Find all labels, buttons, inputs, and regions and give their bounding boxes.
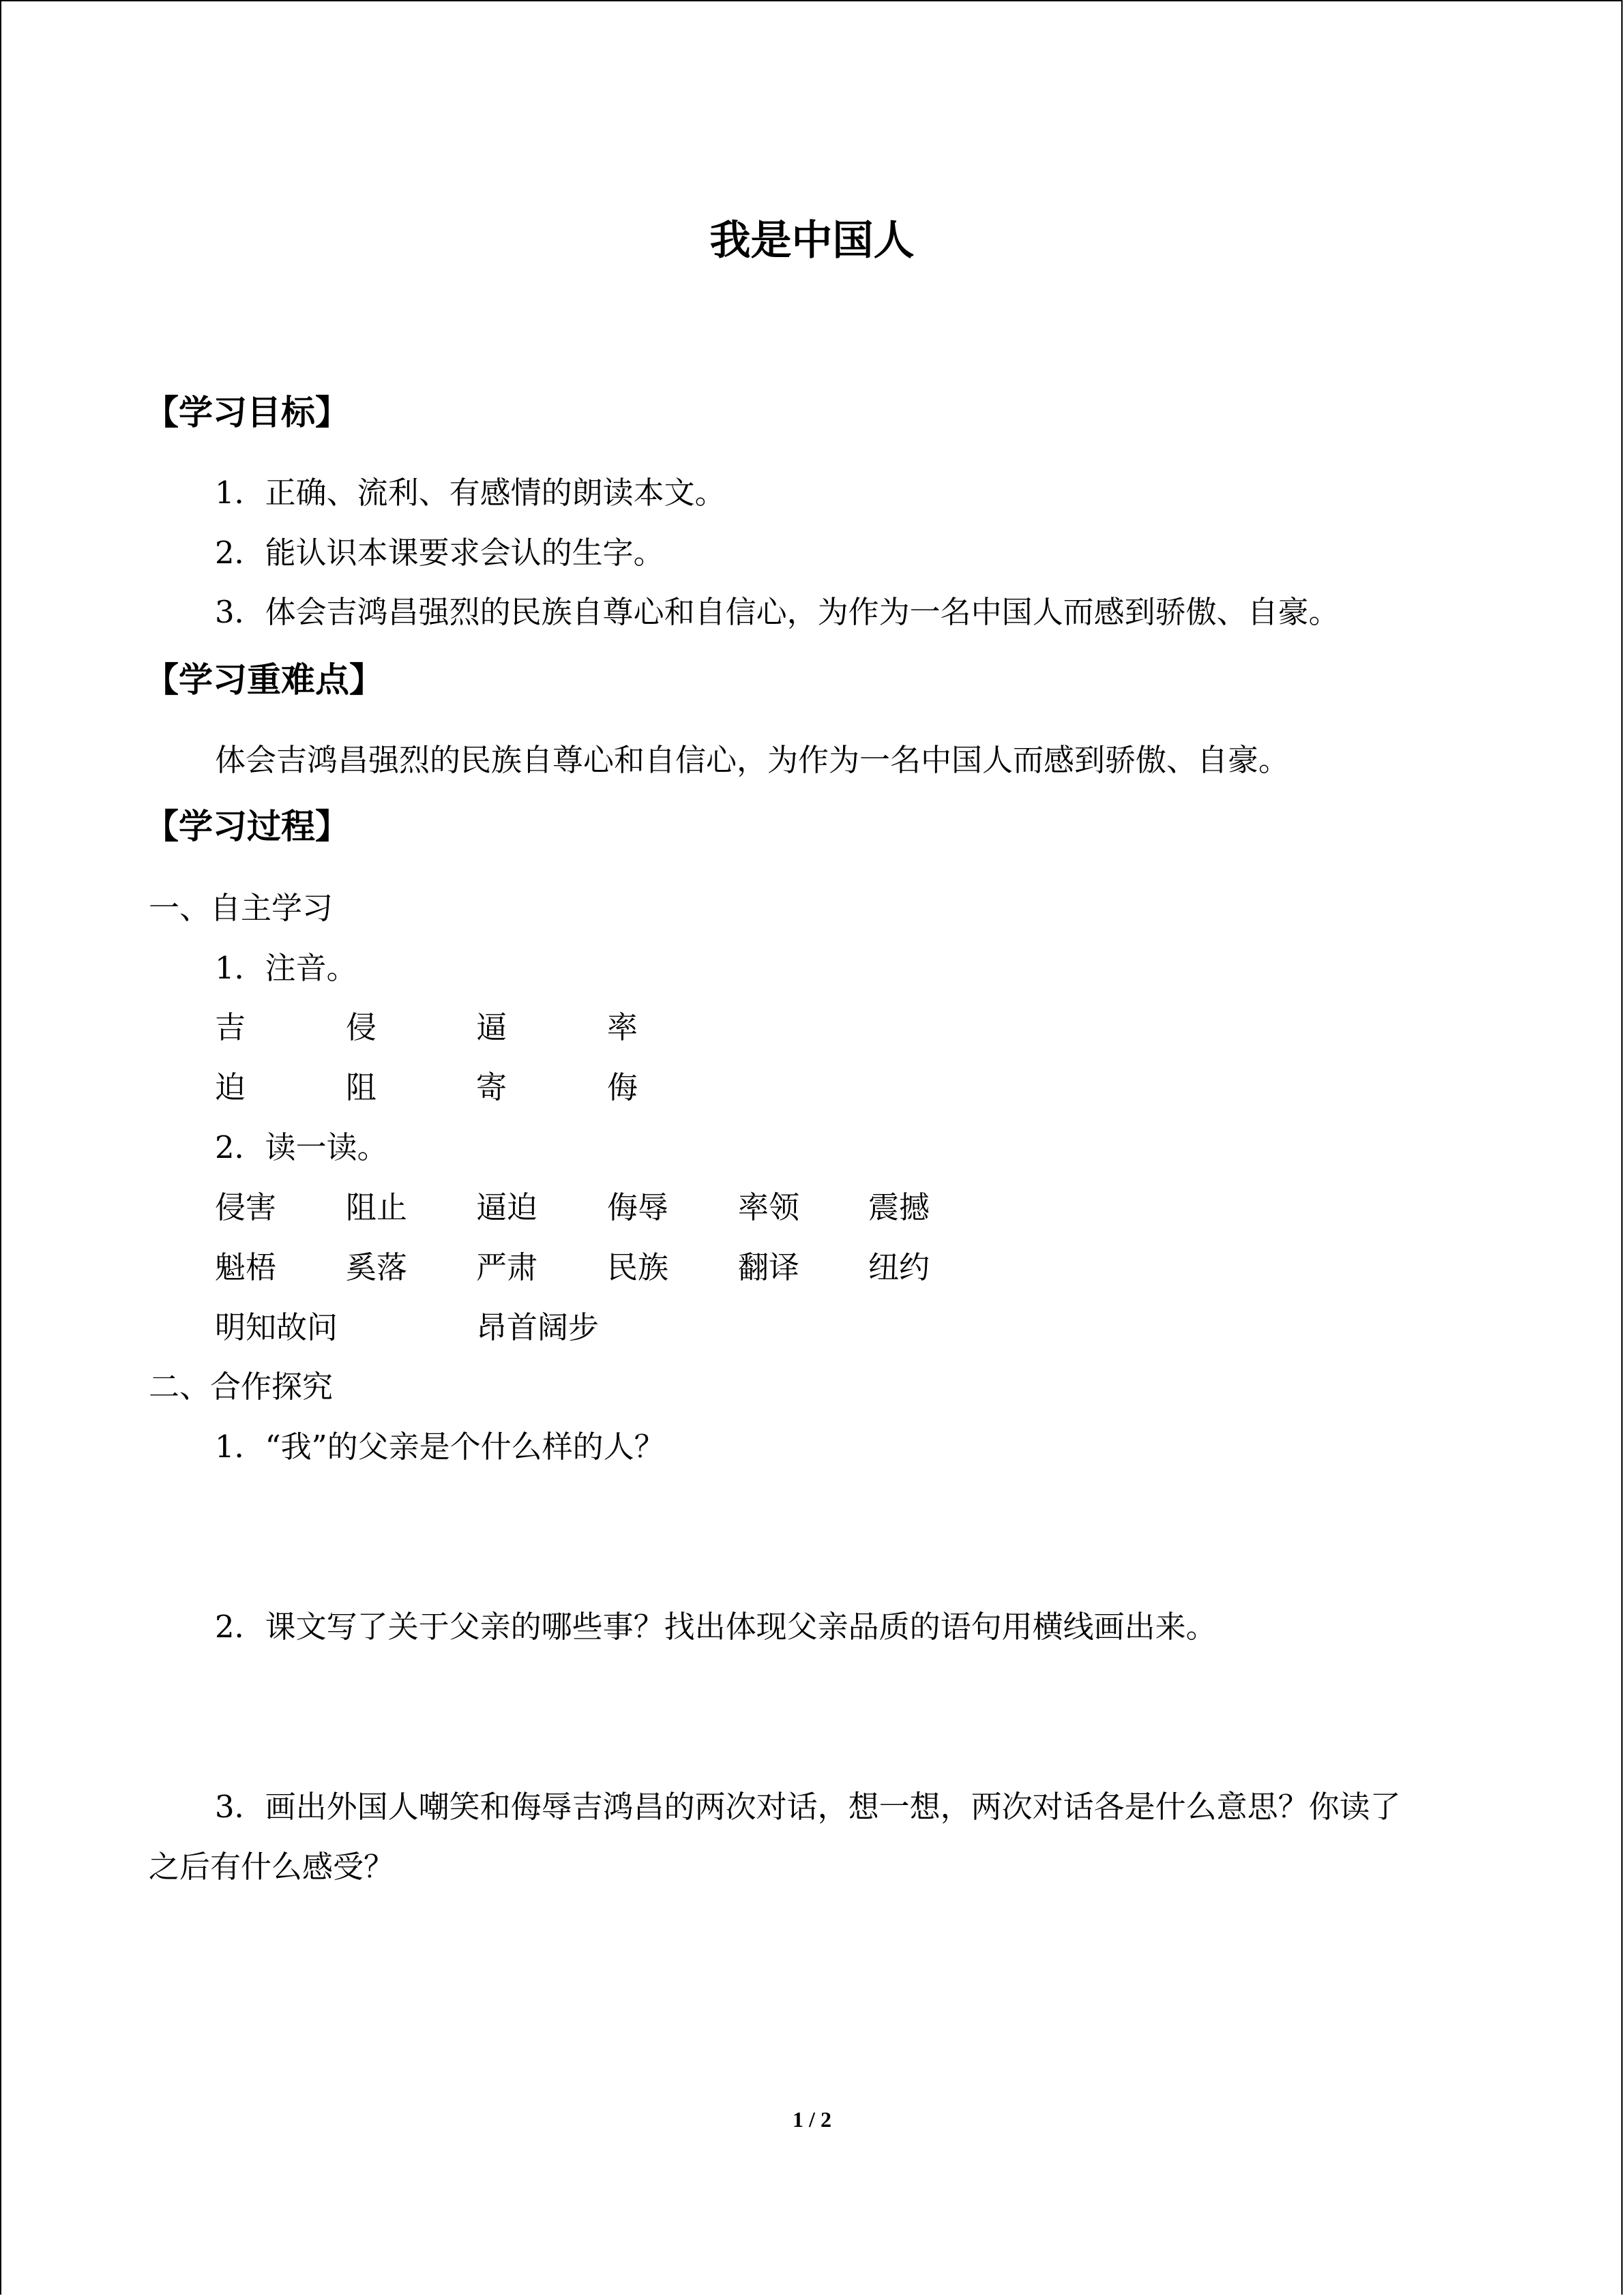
part2-question-1: 1．“我”的父亲是个什么样的人？: [215, 1429, 665, 1465]
vocab-word: 率领: [738, 1189, 800, 1225]
page-number: 1 / 2: [793, 2107, 831, 2132]
key-points-heading: 【学习重难点】: [145, 659, 383, 700]
part2-question-3-line-2: 之后有什么感受？: [149, 1849, 395, 1885]
key-points-text: 体会吉鸿昌强烈的民族自尊心和自信心，为作为一名中国人而感到骄傲、自豪。: [215, 742, 1290, 778]
phonetic-char: 侮: [607, 1069, 638, 1105]
goal-item-3: 3．体会吉鸿昌强烈的民族自尊心和自信心，为作为一名中国人而感到骄傲、自豪。: [215, 594, 1340, 630]
phonetic-char: 侵: [346, 1009, 377, 1045]
vocab-word: 魁梧: [215, 1249, 277, 1285]
phonetic-char: 迫: [215, 1069, 246, 1105]
phonetic-char: 率: [607, 1009, 638, 1045]
process-heading: 【学习过程】: [145, 806, 349, 846]
part1-question-1: 1．注音。: [215, 950, 357, 986]
vocab-word: 侮辱: [607, 1189, 669, 1225]
part2-label: 二、合作探究: [149, 1369, 334, 1405]
phonetic-char: 阻: [346, 1069, 377, 1105]
goal-item-2: 2．能认识本课要求会认的生字。: [215, 535, 664, 571]
part1-label: 一、自主学习: [149, 890, 334, 926]
vocab-idiom: 昂首阔步: [476, 1309, 600, 1345]
vocab-word: 侵害: [215, 1189, 277, 1225]
goal-item-1: 1．正确、流利、有感情的朗读本文。: [215, 475, 726, 511]
vocab-word: 阻止: [346, 1189, 408, 1225]
vocab-idiom: 明知故问: [215, 1309, 338, 1345]
part2-question-3-line-1: 3．画出外国人嘲笑和侮辱吉鸿昌的两次对话，想一想，两次对话各是什么意思？你读了: [215, 1789, 1401, 1825]
vocab-word: 翻译: [738, 1249, 800, 1285]
vocab-word: 纽约: [868, 1249, 930, 1285]
goals-heading: 【学习目标】: [145, 392, 349, 432]
vocab-word: 严肃: [476, 1249, 538, 1285]
phonetic-char: 寄: [476, 1069, 507, 1105]
part1-question-2: 2．读一读。: [215, 1129, 388, 1165]
document-title: 我是中国人: [709, 217, 915, 265]
vocab-word: 民族: [607, 1249, 669, 1285]
vocab-word: 逼迫: [476, 1189, 538, 1225]
vocab-word: 奚落: [346, 1249, 408, 1285]
phonetic-char: 逼: [476, 1009, 507, 1045]
vocab-word: 震撼: [868, 1189, 930, 1225]
phonetic-char: 吉: [215, 1009, 246, 1045]
part2-question-2: 2．课文写了关于父亲的哪些事？找出体现父亲品质的语句用横线画出来。: [215, 1609, 1217, 1645]
